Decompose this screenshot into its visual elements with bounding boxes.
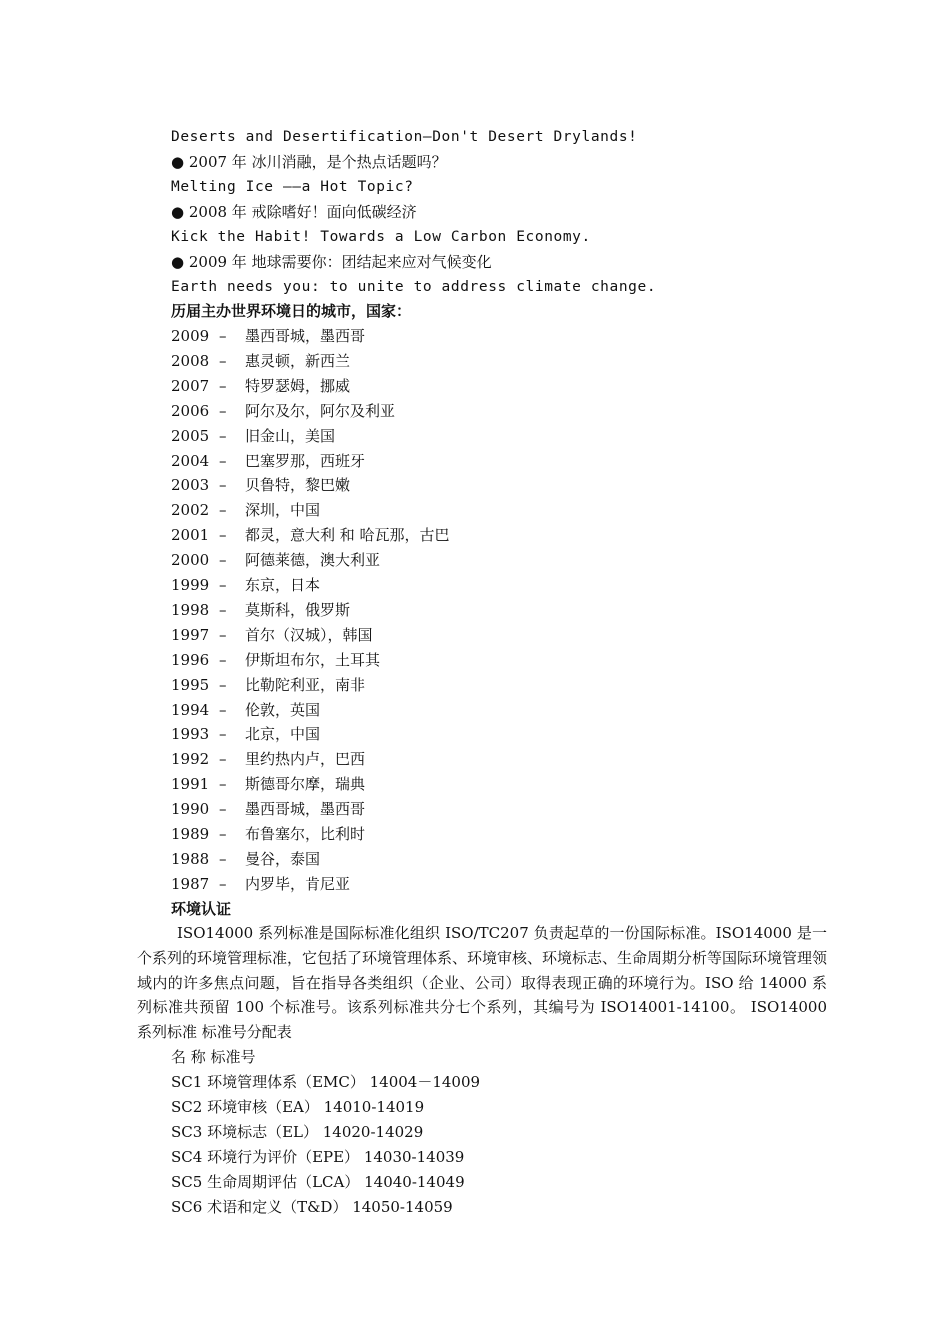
host-place: 特罗瑟姆，挪威 (245, 376, 351, 395)
host-row (171, 475, 350, 495)
cert-heading: 环境认证 (171, 900, 232, 918)
theme-line-2008-en: Kick the Habit! Towards a Low Carbon Economy. (171, 229, 591, 245)
host-row (171, 675, 365, 695)
standards-table-row-sc3: SC3 环境标志（EL） 14020-14029 (171, 1123, 424, 1141)
host-year: 1988 (171, 849, 210, 868)
host-place: 首尔（汉城），韩国 (245, 625, 373, 644)
host-place: 曼谷，泰国 (245, 849, 321, 868)
host-row (171, 525, 450, 545)
theme-line-deserts-en: Deserts and Desertification–Don't Desert Drylands! (171, 129, 638, 145)
host-separator: – (219, 750, 227, 769)
host-row (171, 749, 365, 769)
cert-paragraph-text: ISO14000 系列标准是国际标准化组织 ISO/TC207 负责起草的一份国际标准。ISO14000 是一个系列的环境管理标准，它包括了环境管理体系、环境审核、环境标志、生命周期分析等国际环境管理领域内的许多焦点问题，旨在指导各类组织（企业、公司）取得表现正确的环境行为。ISO 给 14000 系列标准共预留 100 个标准号。该系列标准共分七个系列，其编号为 ISO14001-14100。 ISO14000 系列标准 标准号分配表 (137, 924, 828, 1042)
host-row (171, 575, 320, 595)
host-row (171, 451, 365, 471)
host-separator: – (219, 501, 227, 520)
host-row (171, 724, 320, 744)
host-row (171, 600, 350, 620)
standards-table-row-sc2: SC2 环境审核（EA） 14010-14019 (171, 1098, 425, 1116)
host-row (171, 799, 365, 819)
hosts-heading: 历届主办世界环境日的城市，国家： (171, 302, 412, 320)
host-place: 旧金山，美国 (245, 426, 336, 445)
host-place: 墨西哥城，墨西哥 (245, 800, 366, 819)
host-place: 比勒陀利亚，南非 (245, 675, 366, 694)
host-year: 2009 (171, 327, 210, 345)
host-place: 伦敦，英国 (245, 700, 321, 719)
host-year: 1996 (171, 650, 210, 669)
host-place: 布鲁塞尔，比利时 (245, 825, 366, 843)
host-row (171, 326, 365, 346)
host-separator: – (219, 675, 227, 694)
host-year: 1987 (171, 874, 210, 893)
host-separator: – (219, 600, 227, 619)
host-row (171, 700, 320, 720)
host-place: 惠灵顿，新西兰 (245, 351, 351, 370)
host-row (171, 874, 350, 894)
theme-line-2007-en: Melting Ice ——a Hot Topic? (171, 179, 414, 195)
host-year: 2003 (171, 476, 210, 495)
host-place: 阿德莱德，澳大利亚 (245, 551, 381, 570)
host-place: 阿尔及尔，阿尔及利亚 (245, 401, 396, 420)
host-row (171, 376, 350, 396)
host-year: 1993 (171, 725, 210, 744)
host-year: 1995 (171, 675, 210, 694)
host-place: 伊斯坦布尔，土耳其 (245, 650, 381, 669)
host-separator: – (219, 775, 227, 794)
host-separator: – (219, 800, 227, 819)
host-year: 1991 (171, 775, 210, 794)
host-row (171, 849, 320, 869)
standards-table-row-sc4: SC4 环境行为评价（EPE） 14030-14039 (171, 1148, 465, 1166)
host-year: 2006 (171, 401, 210, 420)
host-year: 2008 (171, 351, 210, 370)
host-place: 都灵，意大利 和 哈瓦那，古巴 (245, 526, 450, 545)
host-place: 北京，中国 (245, 725, 321, 744)
cert-paragraph (137, 921, 827, 1045)
host-separator: – (219, 625, 227, 644)
host-place: 东京，日本 (245, 576, 321, 594)
host-separator: – (219, 700, 227, 719)
host-year: 2001 (171, 526, 210, 545)
host-row (171, 351, 350, 371)
host-year: 2005 (171, 426, 210, 445)
host-year: 1992 (171, 750, 210, 769)
host-row (171, 650, 380, 670)
standards-table-row-sc5: SC5 生命周期评估（LCA） 14040-14049 (171, 1173, 465, 1191)
host-separator: – (219, 849, 227, 868)
host-separator: – (219, 426, 227, 445)
host-year: 2004 (171, 451, 210, 470)
host-year: 2007 (171, 376, 210, 395)
host-place: 斯德哥尔摩，瑞典 (245, 775, 366, 794)
host-place: 莫斯科，俄罗斯 (245, 600, 351, 619)
host-year: 1998 (171, 600, 210, 619)
host-place: 内罗毕，肯尼亚 (245, 874, 351, 893)
standards-table-row-sc1: SC1 环境管理体系（EMC） 14004－14009 (171, 1073, 481, 1091)
host-separator: – (219, 576, 227, 594)
host-year: 1989 (171, 825, 210, 843)
host-row (171, 401, 395, 421)
host-year: 1990 (171, 800, 210, 819)
host-place: 深圳，中国 (245, 501, 321, 520)
theme-line-2009-en: Earth needs you: to unite to address climate change. (171, 279, 657, 295)
host-separator: – (219, 526, 227, 545)
host-place: 墨西哥城，墨西哥 (245, 327, 366, 345)
host-row (171, 550, 380, 570)
host-separator: – (219, 725, 227, 744)
host-separator: – (219, 825, 227, 843)
host-separator: – (219, 376, 227, 395)
host-row (171, 824, 365, 844)
host-place: 巴塞罗那，西班牙 (245, 451, 366, 470)
host-place: 里约热内卢，巴西 (245, 750, 366, 769)
host-separator: – (219, 650, 227, 669)
host-year: 1999 (171, 576, 210, 594)
host-year: 1994 (171, 700, 210, 719)
host-row (171, 426, 335, 446)
host-separator: – (219, 476, 227, 495)
host-year: 1997 (171, 625, 210, 644)
host-place: 贝鲁特，黎巴嫩 (245, 476, 351, 495)
host-separator: – (219, 451, 227, 470)
host-row (171, 774, 365, 794)
host-row (171, 625, 373, 645)
host-year: 2000 (171, 551, 210, 570)
theme-line-2007-cn: ● 2007 年 冰川消融，是个热点话题吗？ (171, 153, 447, 171)
host-separator: – (219, 401, 227, 420)
host-separator: – (219, 551, 227, 570)
theme-line-2009-cn: ● 2009 年 地球需要你：团结起来应对气候变化 (171, 253, 492, 271)
standards-table-header: 名 称 标准号 (171, 1048, 256, 1066)
theme-line-2008-cn: ● 2008 年 戒除嗜好！面向低碳经济 (171, 203, 417, 221)
standards-table-row-sc6: SC6 术语和定义（T&D） 14050-14059 (171, 1198, 453, 1216)
host-separator: – (219, 327, 227, 345)
host-separator: – (219, 874, 227, 893)
host-year: 2002 (171, 501, 210, 520)
host-row (171, 500, 320, 520)
host-separator: – (219, 351, 227, 370)
